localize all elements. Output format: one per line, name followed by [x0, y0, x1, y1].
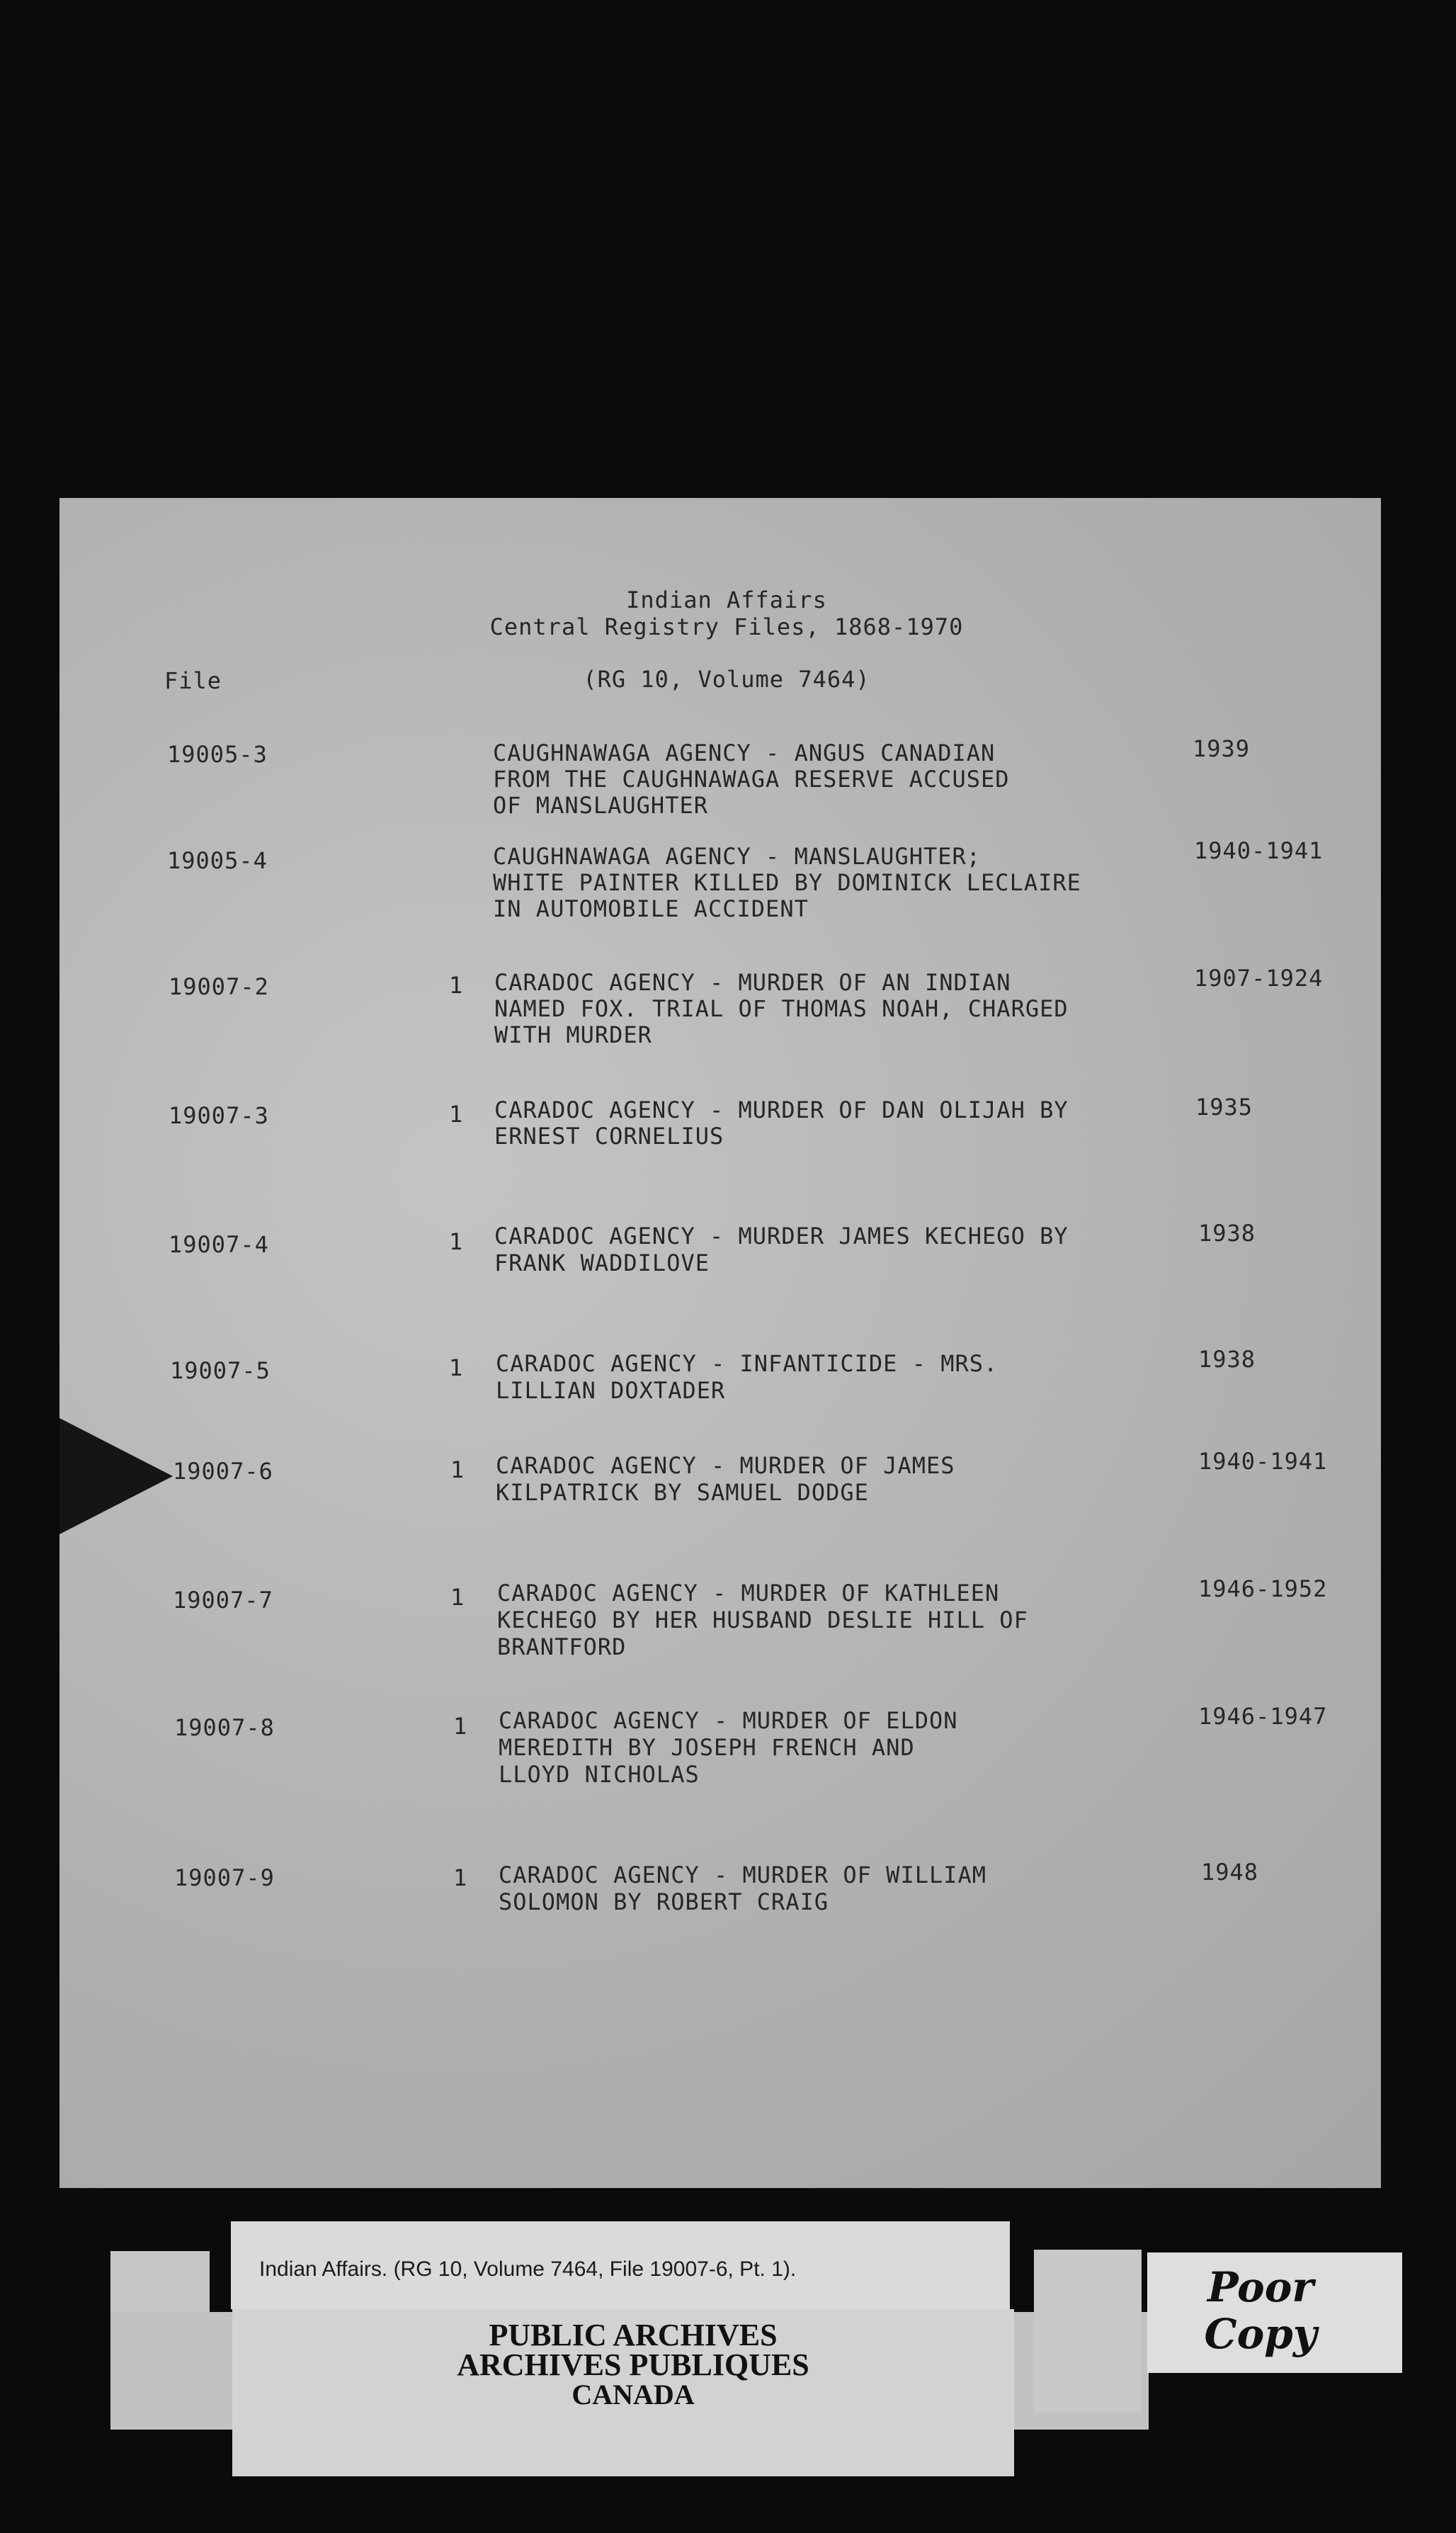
entry-line: WITH MURDER — [494, 1021, 652, 1048]
entry-dates: 1938 — [1198, 1220, 1256, 1247]
stamp-line-3: CANADA — [571, 2379, 695, 2410]
entry-part: 1 — [449, 1228, 464, 1255]
note-line-1: Poor — [1207, 2263, 1314, 2311]
entry-part: 1 — [453, 1864, 468, 1891]
entry-part: 1 — [450, 1456, 465, 1483]
entry-line: LLOYD NICHOLAS — [499, 1761, 700, 1788]
entry-file: 19005-3 — [167, 741, 268, 768]
entry-line: CARADOC AGENCY - MURDER OF AN INDIAN — [494, 969, 1011, 996]
entry-part: 1 — [449, 972, 464, 999]
entry-part: 1 — [449, 1354, 464, 1381]
entry-line: KILPATRICK BY SAMUEL DODGE — [496, 1479, 869, 1506]
entry-file: 19007-5 — [170, 1357, 271, 1384]
entry-line: KECHEGO BY HER HUSBAND DESLIE HILL OF — [497, 1606, 1028, 1633]
entry-file: 19007-3 — [169, 1102, 269, 1129]
entry-line: CARADOC AGENCY - INFANTICIDE - MRS. — [496, 1350, 999, 1377]
entry-file: 19005-4 — [167, 847, 268, 874]
entry-dates: 1939 — [1193, 735, 1251, 762]
entry-dates: 1907-1924 — [1194, 965, 1324, 992]
entry-file: 19007-9 — [174, 1864, 275, 1891]
entry-line: CARADOC AGENCY - MURDER OF DAN OLIJAH BY — [494, 1096, 1069, 1123]
entry-line: IN AUTOMOBILE ACCIDENT — [493, 895, 809, 922]
doc-volume: (RG 10, Volume 7464) — [583, 666, 870, 693]
label-strip-right — [1034, 2250, 1142, 2413]
entry-file: 19007-2 — [169, 973, 269, 1000]
entry-dates: 1938 — [1198, 1346, 1256, 1373]
entry-part: 1 — [453, 1713, 468, 1740]
entry-file: 19007-4 — [169, 1231, 269, 1258]
entry-file: 19007-8 — [174, 1714, 275, 1741]
entry-line: ERNEST CORNELIUS — [494, 1123, 724, 1150]
stamp-line-1: PUBLIC ARCHIVES — [489, 2318, 778, 2352]
stamp-line-2: ARCHIVES PUBLIQUES — [457, 2347, 809, 2382]
entry-dates: 1948 — [1201, 1859, 1259, 1886]
entry-part: 1 — [450, 1584, 465, 1611]
entry-dates: 1946-1952 — [1198, 1575, 1328, 1602]
entry-dates: 1946-1947 — [1198, 1703, 1328, 1730]
entry-line: OF MANSLAUGHTER — [493, 792, 708, 819]
entry-file: 19007-7 — [173, 1587, 273, 1614]
entry-line: SOLOMON BY ROBERT CRAIG — [499, 1888, 829, 1915]
entry-dates: 1940-1941 — [1198, 1448, 1328, 1475]
entry-line: CARADOC AGENCY - MURDER OF WILLIAM — [499, 1862, 987, 1888]
reference-text: Indian Affairs. (RG 10, Volume 7464, File 19007-6, Pt. 1). — [259, 2257, 797, 2281]
entry-line: FROM THE CAUGHNAWAGA RESERVE ACCUSED — [493, 766, 1010, 793]
file-column-header: File — [164, 667, 222, 694]
entry-line: CAUGHNAWAGA AGENCY - MANSLAUGHTER; — [493, 843, 982, 870]
doc-title: Indian Affairs — [626, 586, 827, 613]
entry-line: LILLIAN DOXTADER — [496, 1377, 726, 1404]
entry-line: CARADOC AGENCY - MURDER OF JAMES — [496, 1452, 955, 1479]
entry-line: NAMED FOX. TRIAL OF THOMAS NOAH, CHARGED — [494, 995, 1069, 1022]
entry-line: FRANK WADDILOVE — [494, 1250, 710, 1276]
doc-subtitle: Central Registry Files, 1868-1970 — [489, 613, 964, 640]
entry-line: CAUGHNAWAGA AGENCY - ANGUS CANADIAN — [493, 740, 996, 766]
note-line-2: Copy — [1204, 2310, 1317, 2358]
entry-line: BRANTFORD — [497, 1633, 627, 1660]
entry-dates: 1940-1941 — [1194, 837, 1324, 864]
entry-part: 1 — [449, 1101, 464, 1128]
entry-line: CARADOC AGENCY - MURDER OF KATHLEEN — [497, 1580, 1000, 1606]
entry-line: CARADOC AGENCY - MURDER OF ELDON — [499, 1707, 958, 1734]
entry-line: CARADOC AGENCY - MURDER JAMES KECHEGO BY — [494, 1223, 1069, 1250]
entry-file: 19007-6 — [173, 1458, 273, 1485]
entry-line: MEREDITH BY JOSEPH FRENCH AND — [499, 1734, 915, 1761]
entry-dates: 1935 — [1195, 1094, 1253, 1121]
index-marker-arrow — [59, 1418, 173, 1534]
entry-line: WHITE PAINTER KILLED BY DOMINICK LECLAIRE — [493, 869, 1081, 896]
